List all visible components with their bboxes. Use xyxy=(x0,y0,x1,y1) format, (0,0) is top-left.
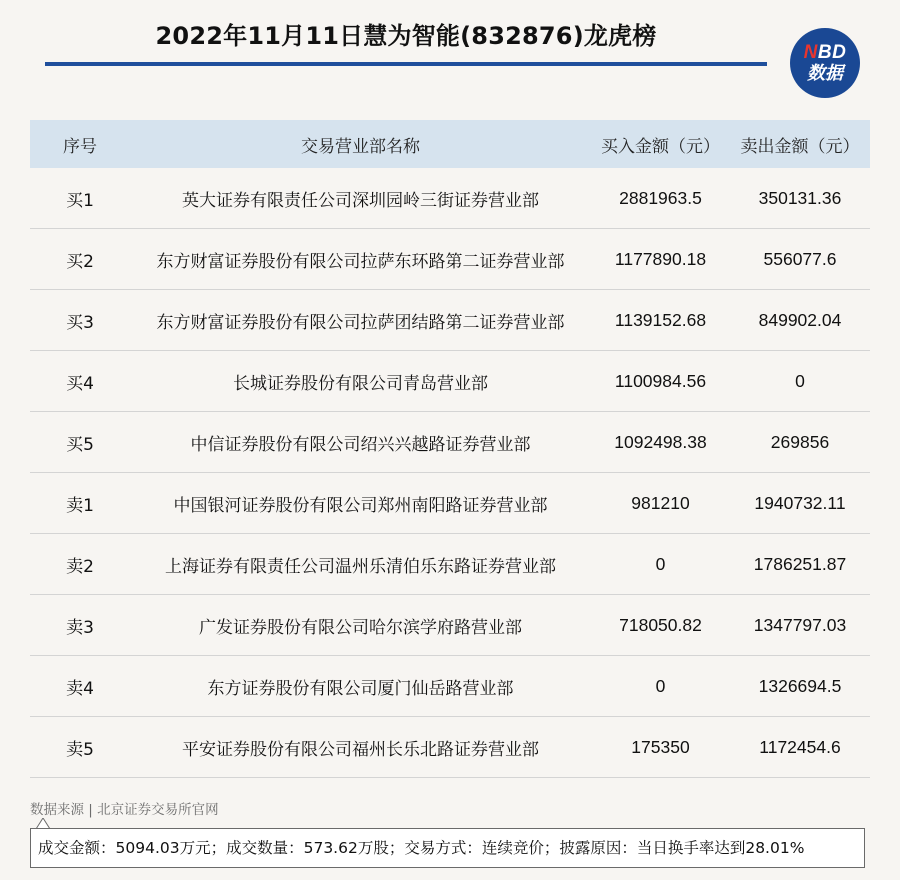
row-buy-amount: 981210 xyxy=(591,473,730,534)
table-row xyxy=(30,168,870,229)
dragon-tiger-table xyxy=(30,120,870,778)
table-row xyxy=(30,656,870,717)
column-header-sell: 卖出金额（元） xyxy=(730,120,870,168)
row-broker-name: 中国银河证券股份有限公司郑州南阳路证券营业部 xyxy=(130,473,591,534)
table-body xyxy=(30,168,870,778)
row-buy-amount: 1092498.38 xyxy=(591,412,730,473)
row-seq: 卖3 xyxy=(30,595,130,656)
column-header-name: 交易营业部名称 xyxy=(130,120,591,168)
row-buy-amount: 175350 xyxy=(591,717,730,778)
table-row xyxy=(30,473,870,534)
logo-top-text xyxy=(804,43,847,63)
table-row xyxy=(30,717,870,778)
table-header-row xyxy=(30,120,870,168)
row-seq: 买5 xyxy=(30,412,130,473)
row-sell-amount: 1172454.6 xyxy=(730,717,870,778)
row-seq: 卖4 xyxy=(30,656,130,717)
logo-accent-letter: N xyxy=(803,41,818,63)
row-seq: 卖1 xyxy=(30,473,130,534)
row-broker-name: 东方财富证券股份有限公司拉萨东环路第二证券营业部 xyxy=(130,229,591,290)
row-seq: 卖2 xyxy=(30,534,130,595)
nbd-logo xyxy=(790,28,860,98)
data-source: 数据来源 | 北京证券交易所官网 xyxy=(30,802,219,818)
logo-bottom-text: 数据 xyxy=(807,62,843,83)
row-sell-amount: 1940732.11 xyxy=(730,473,870,534)
table-row xyxy=(30,412,870,473)
row-sell-amount: 849902.04 xyxy=(730,290,870,351)
row-buy-amount: 2881963.5 xyxy=(591,168,730,229)
row-broker-name: 东方财富证券股份有限公司拉萨团结路第二证券营业部 xyxy=(130,290,591,351)
column-header-buy: 买入金额（元） xyxy=(591,120,730,168)
row-buy-amount: 718050.82 xyxy=(591,595,730,656)
row-seq: 买3 xyxy=(30,290,130,351)
row-seq: 买4 xyxy=(30,351,130,412)
row-broker-name: 长城证券股份有限公司青岛营业部 xyxy=(130,351,591,412)
row-sell-amount: 269856 xyxy=(730,412,870,473)
row-buy-amount: 1139152.68 xyxy=(591,290,730,351)
table-row xyxy=(30,290,870,351)
row-sell-amount: 350131.36 xyxy=(730,168,870,229)
table-row xyxy=(30,595,870,656)
row-broker-name: 上海证券有限责任公司温州乐清伯乐东路证券营业部 xyxy=(130,534,591,595)
row-sell-amount: 1347797.03 xyxy=(730,595,870,656)
row-seq: 卖5 xyxy=(30,717,130,778)
row-broker-name: 中信证券股份有限公司绍兴兴越路证券营业部 xyxy=(130,412,591,473)
row-sell-amount: 0 xyxy=(730,351,870,412)
row-sell-amount: 1786251.87 xyxy=(730,534,870,595)
table-row xyxy=(30,351,870,412)
column-header-seq: 序号 xyxy=(30,120,130,168)
row-broker-name: 平安证券股份有限公司福州长乐北路证券营业部 xyxy=(130,717,591,778)
row-broker-name: 英大证券有限责任公司深圳园岭三街证券营业部 xyxy=(130,168,591,229)
table-row xyxy=(30,229,870,290)
row-broker-name: 东方证券股份有限公司厦门仙岳路营业部 xyxy=(130,656,591,717)
row-seq: 买2 xyxy=(30,229,130,290)
row-seq: 买1 xyxy=(30,168,130,229)
title-underline xyxy=(45,62,767,66)
row-sell-amount: 1326694.5 xyxy=(730,656,870,717)
trade-summary: 成交金额：5094.03万元；成交数量：573.62万股；交易方式：连续竞价；披露原因：当日换手率达到28.01% xyxy=(30,828,865,868)
table-row xyxy=(30,534,870,595)
row-buy-amount: 1177890.18 xyxy=(591,229,730,290)
row-buy-amount: 1100984.56 xyxy=(591,351,730,412)
row-buy-amount: 0 xyxy=(591,656,730,717)
page-title: 2022年11月11日慧为智能(832876)龙虎榜 xyxy=(155,22,657,50)
row-buy-amount: 0 xyxy=(591,534,730,595)
logo-top-rest: BD xyxy=(817,41,847,63)
row-sell-amount: 556077.6 xyxy=(730,229,870,290)
row-broker-name: 广发证券股份有限公司哈尔滨学府路营业部 xyxy=(130,595,591,656)
